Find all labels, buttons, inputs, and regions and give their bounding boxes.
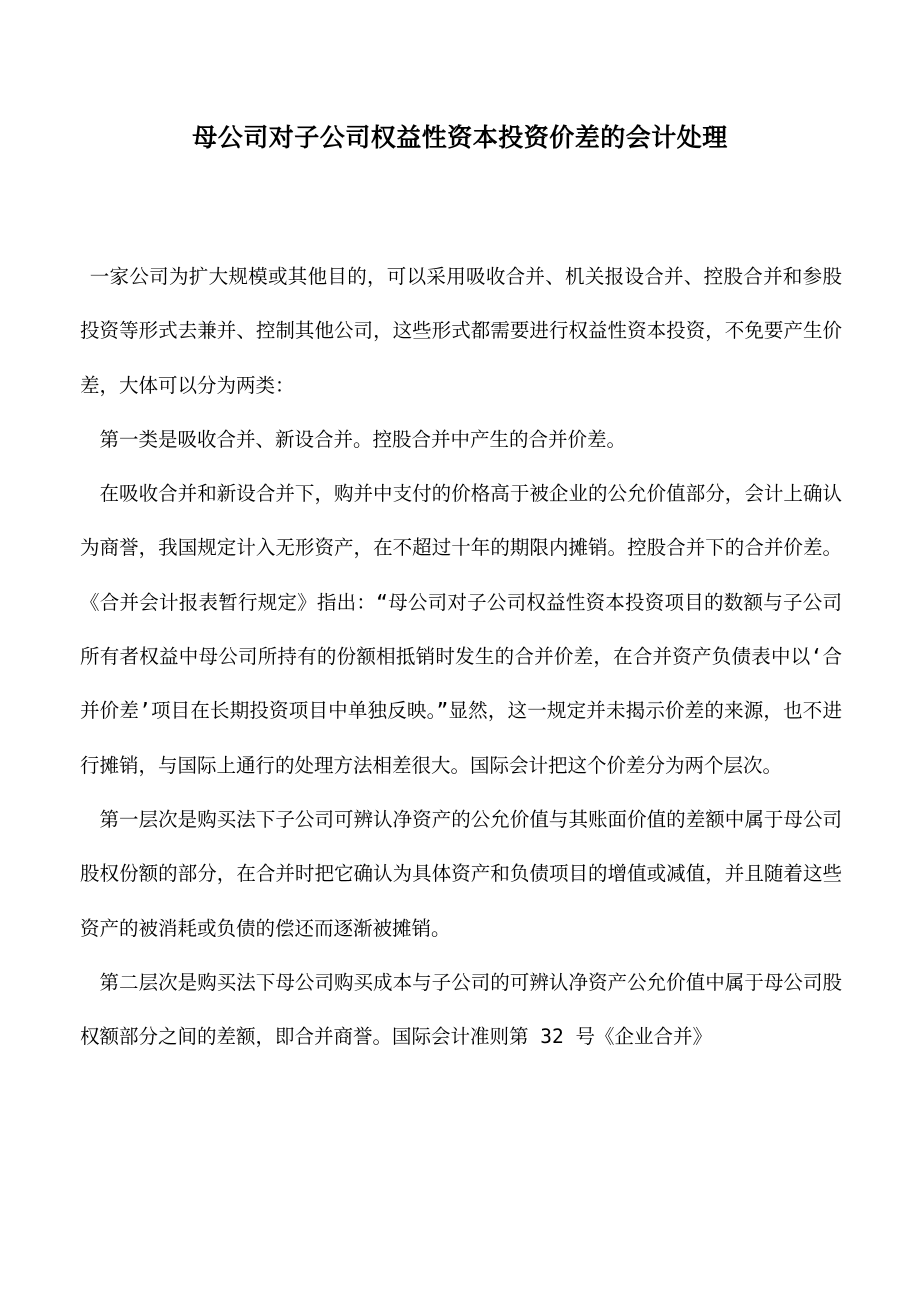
paragraph-intro: 一家公司为扩大规模或其他目的，可以采用吸收合并、机关报设合并、控股合并和参股投资等形式去兼并、控制其他公司，这些形式都需要进行权益性资本投资，不免要产生价差，大体可以分为两类： — [80, 265, 842, 397]
paragraph-first-level: 第一层次是购买法下子公司可辨认净资产的公允价值与其账面价值的差额中属于母公司股权份额的部分，在合并时把它确认为具体资产和负债项目的增值或减值，并且随着这些资产的被消耗或负债的偿还而逐渐被摊销。 — [80, 807, 842, 940]
paragraph-second-level: 第二层次是购买法下母公司购买成本与子公司的可辨认净资产公允价值中属于母公司股权额部分之间的差额，即合并商誉。国际会计准则第 32 号《企业合并》 — [80, 970, 842, 1049]
paragraph-merger-goodwill: 在吸收合并和新设合并下，购并中支付的价格高于被企业的公允价值部分，会计上确认为商誉，我国规定计入无形资产，在不超过十年的期限内摊销。控股合并下的合并价差。《合并会计报表暂行规定》指出：“母公司对子公司权益性资本投资项目的数额与子公司所有者权益中母公司所持有的份额相抵销时发生的合并价差，在合并资产负债表中以‘合并价差’项目在长期投资项目中单独反映。”显然，这一规定并未揭示价差的来源，也不进行摊销，与国际上通行的处理方法相差很大。国际会计把这个价差分为两个层次。 — [80, 482, 842, 777]
document-body — [80, 250, 842, 1064]
document-title: 母公司对子公司权益性资本投资价差的会计处理 — [192, 123, 728, 152]
paragraph-first-category: 第一类是吸收合并、新设合并。控股合并中产生的合并价差。 — [99, 427, 627, 451]
